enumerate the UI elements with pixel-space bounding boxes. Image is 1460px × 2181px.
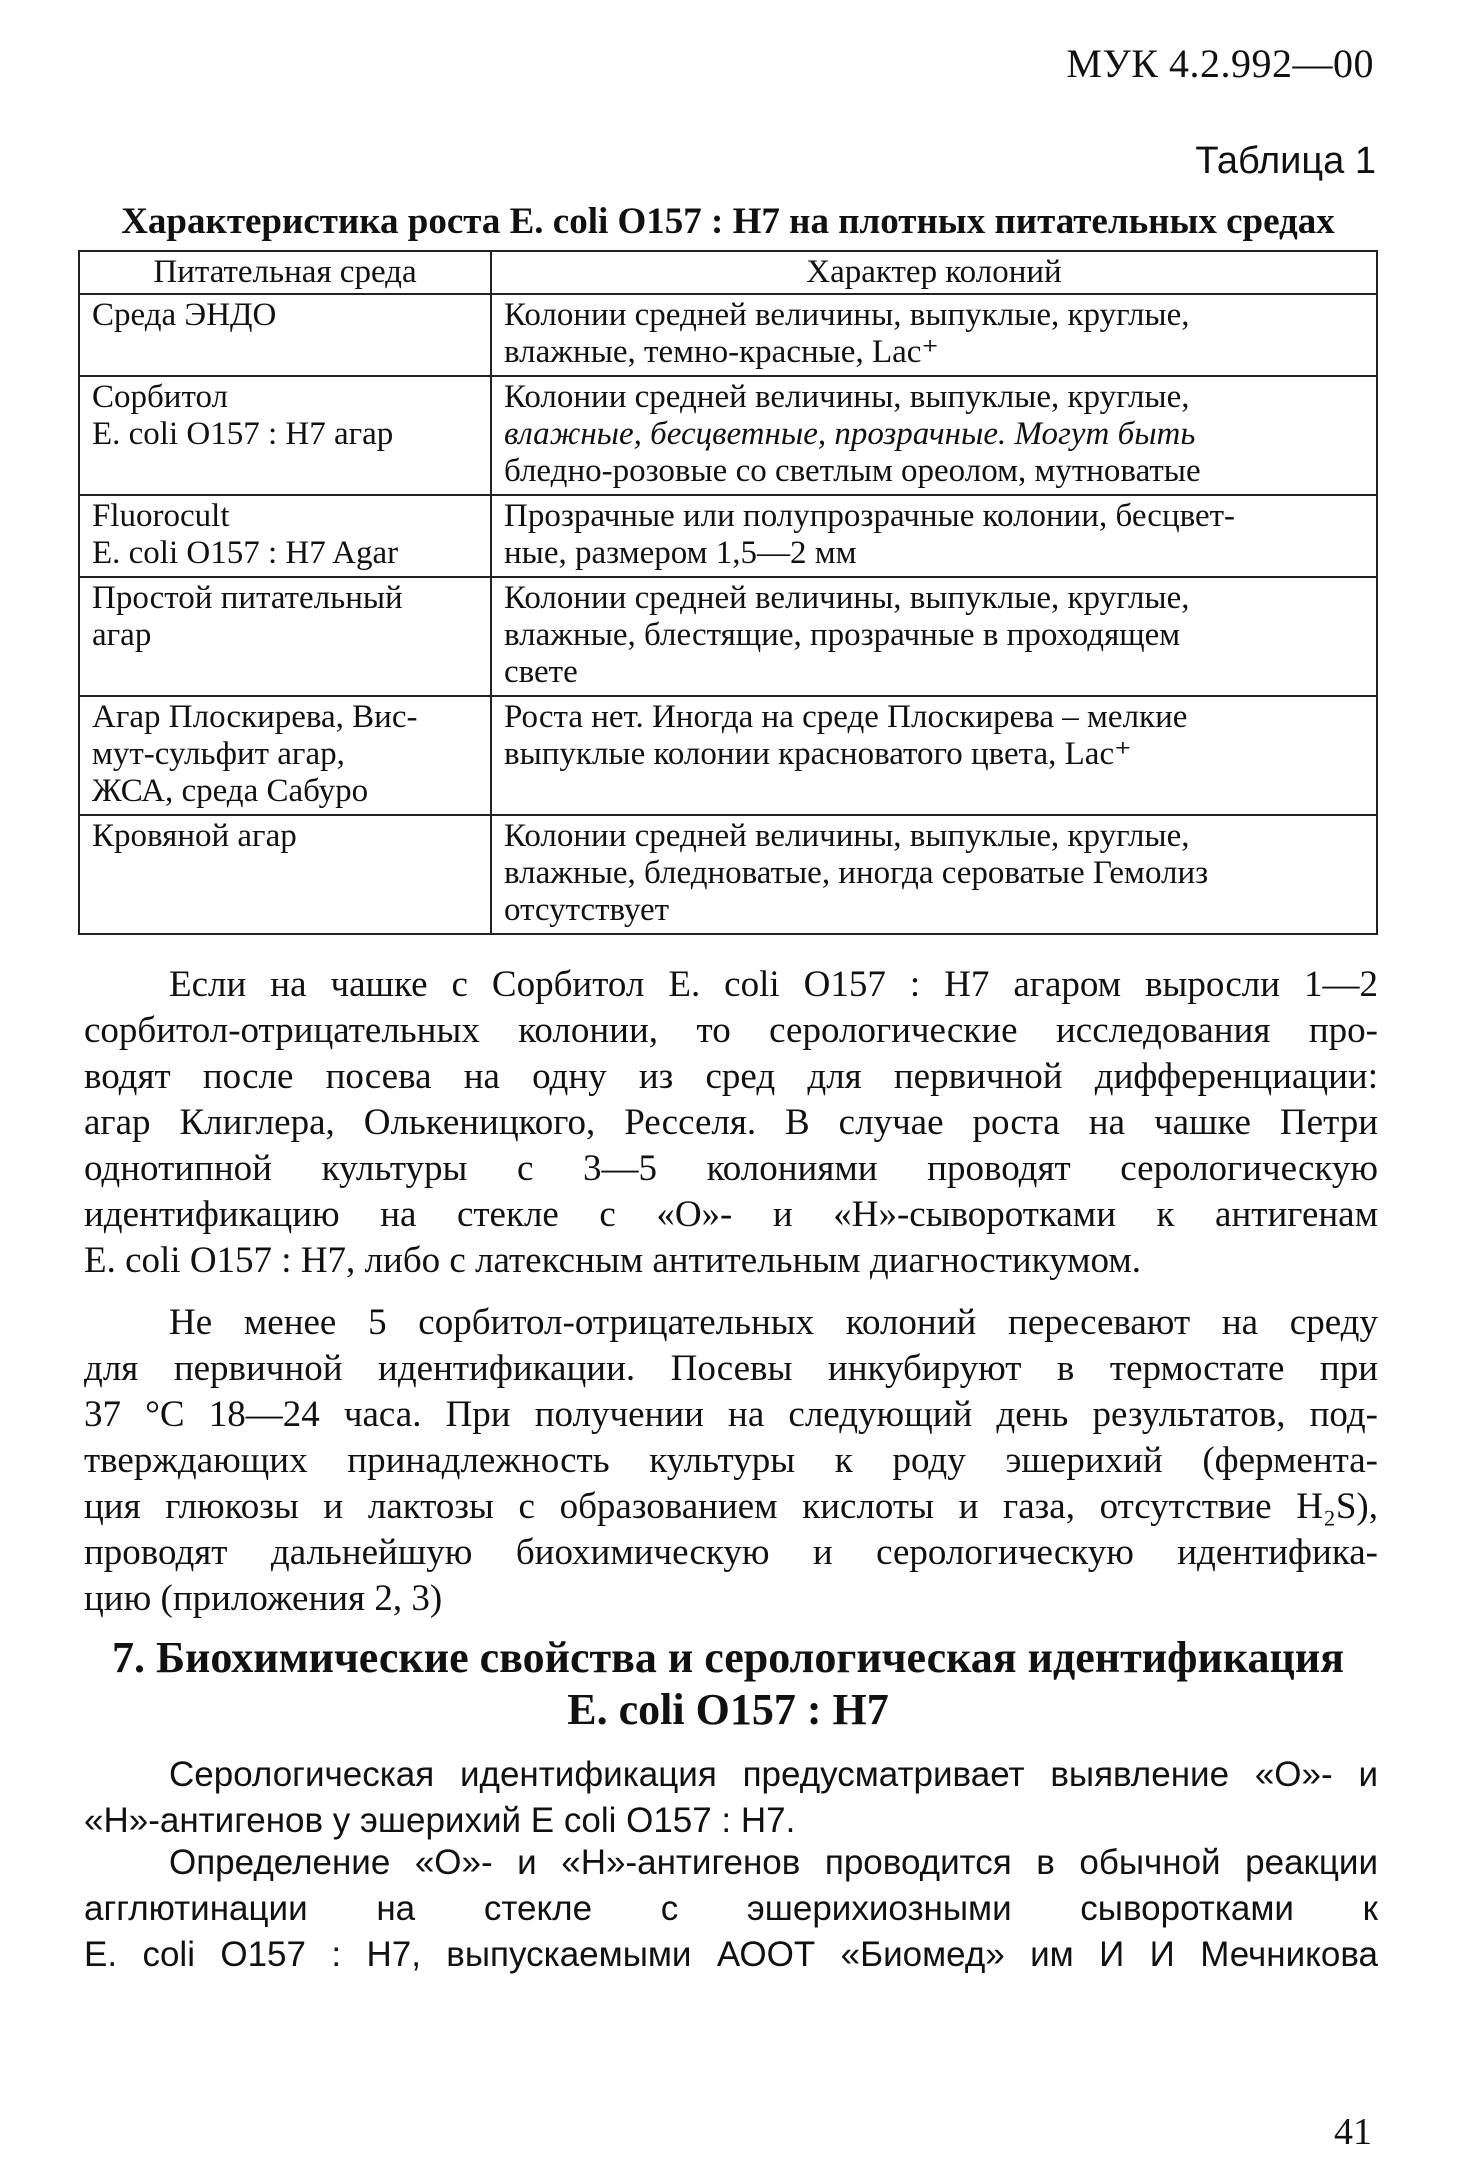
column-header-colonies: Характер колоний [491,251,1377,294]
colonies-cell [491,294,1377,376]
text-line: Определение «О»- и «Н»-антигенов проводится в обычной реакции [169,1843,1378,1882]
section-heading [78,1632,1378,1736]
cell-line: бледно-розовые со светлым ореолом, мутноватые [504,453,1201,489]
text-line: для первичной идентификации. Посевы инкубируют в термостате при [84,1348,1378,1389]
cell-line: влажные, бледноватые, иногда сероватые Гемолиз [504,855,1209,891]
table-label: Таблица 1 [1195,140,1376,182]
colonies-cell [491,696,1377,815]
text-line: E. coli O157 : H7, либо с латексным антительным диагностикумом. [84,1240,1142,1281]
cell-line: ЖСА, среда Сабуро [92,773,369,809]
cell-line: Колонии средней величины, выпуклые, круглые, [504,379,1190,415]
table-row [79,577,1377,696]
table-row [79,696,1377,815]
text-line: агглютинации на стекле с эшерихиозными сыворотками к [84,1889,1378,1928]
cell-line: ные, размером 1,5—2 мм [504,535,857,571]
cell-line: E. coli O157 : H7 Agar [92,535,399,571]
text-line: «Н»-антигенов у эшерихий E coli O157 : H7. [84,1801,796,1840]
column-header-medium: Питательная среда [79,251,491,294]
cell-line: Колонии средней величины, выпуклые, круглые, [504,580,1190,616]
text-line: агар Клиглера, Олькеницкого, Ресселя. В случае роста на чашке Петри [84,1102,1378,1143]
colonies-cell [491,376,1377,495]
cell-line: Роста нет. Иногда на среде Плоскирева – мелкие [504,699,1188,735]
text-line: однотипной культуры с 3—5 колониями проводят серологическую [84,1148,1378,1189]
cell-line: Fluorocult [92,498,230,534]
text-line: Серологическая идентификация предусматривает выявление «О»- и [169,1755,1378,1794]
cell-line: Колонии средней величины, выпуклые, круглые, [504,297,1190,333]
medium-cell [79,577,491,696]
colonies-cell [491,577,1377,696]
cell-line: Сорбитол [92,379,228,415]
table-row [79,376,1377,495]
colonies-cell [491,495,1377,577]
text-line: Если на чашке с Сорбитол E. coli O157 : H7 агаром выросли 1—2 [169,964,1378,1005]
medium-cell [79,376,491,495]
text-line: Не менее 5 сорбитол-отрицательных колоний пересевают на среду [169,1302,1378,1343]
paragraph-primary-identification [84,1300,1378,1622]
cell-line: мут-сульфит агар, [92,736,345,772]
paragraph-sorbitol-colonies [84,962,1378,1284]
medium-cell [79,495,491,577]
cell-line: свете [504,654,578,690]
cell-line: агар [92,617,152,653]
cell-line: влажные, темно-красные, Lac⁺ [504,334,939,370]
medium-cell [79,294,491,376]
page-number: 41 [1334,2111,1372,2153]
paragraph-serological-identification [84,1752,1378,1844]
cell-line: Среда ЭНДО [92,297,277,333]
heading-line: 7. Биохимические свойства и серологическая идентификация [111,1633,1345,1682]
growth-characteristics-table [78,250,1378,935]
table-row [79,495,1377,577]
text-line: E. coli O157 : H7, выпускаемыми АООТ «Биомед» им И И Мечникова [84,1935,1378,1974]
text-line: проводят дальнейшую биохимическую и серологическую идентифика- [84,1532,1378,1573]
text-line: ция глюкозы и лактозы с образованием кислоты и газа, отсутствие H₂S), [84,1486,1378,1527]
cell-line: влажные, бесцветные, прозрачные. Могут быть [504,416,1196,452]
cell-line: выпуклые колонии красноватого цвета, Lac⁺ [504,736,1132,772]
heading-line: E. coli O157 : H7 [567,1685,889,1734]
cell-line: Простой питательный [92,580,403,616]
table-header-row [79,251,1377,294]
document-code: МУК 4.2.992—00 [1066,41,1374,86]
text-line: сорбитол-отрицательных колонии, то серологические исследования про- [84,1010,1378,1051]
paragraph-antigen-determination [84,1840,1378,1978]
cell-line: E. coli O157 : H7 агар [92,416,394,452]
cell-line: Кровяной агар [92,818,297,854]
table-title: Характеристика роста E. coli O157 : H7 на плотных питательных средах [121,201,1335,242]
text-line: 37 °С 18—24 часа. При получении на следующий день результатов, под- [84,1394,1378,1435]
cell-line: влажные, блестящие, прозрачные в проходящем [504,617,1181,653]
cell-line: Колонии средней величины, выпуклые, круглые, [504,818,1190,854]
medium-cell [79,815,491,934]
medium-cell [79,696,491,815]
table-row [79,294,1377,376]
text-line: водят после посева на одну из сред для первичной дифференциации: [84,1056,1378,1097]
cell-line: Прозрачные или полупрозрачные колонии, бесцвет- [504,498,1236,534]
text-line: тверждающих принадлежность культуры к роду эшерихий (фермента- [84,1440,1378,1481]
cell-line: отсутствует [504,892,670,928]
text-line: цию (приложения 2, 3) [84,1578,443,1619]
colonies-cell [491,815,1377,934]
table-row [79,815,1377,934]
cell-line: Агар Плоскирева, Вис- [92,699,418,735]
text-line: идентификацию на стекле с «О»- и «Н»-сыворотками к антигенам [84,1194,1378,1235]
